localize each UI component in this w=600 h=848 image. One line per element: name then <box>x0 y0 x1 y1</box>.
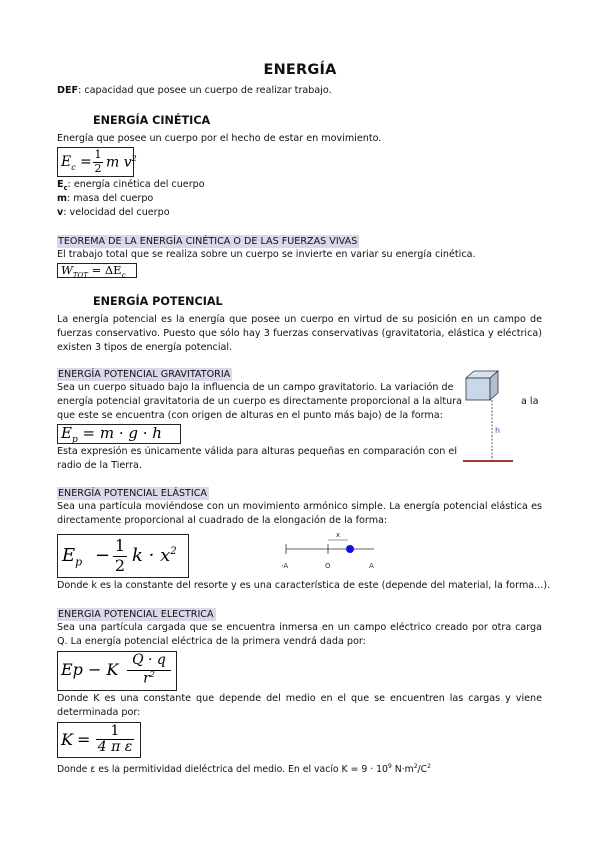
x-label: x <box>336 531 341 539</box>
theorem-formula: $W_{TOT} = \Delta E_c$ <box>57 263 137 278</box>
shm-axis-figure <box>280 530 390 574</box>
cube-front-face <box>466 378 490 400</box>
gravitational-line-1: Sea un cuerpo situado bajo la influencia de un campo gravitatorio. La variación de <box>57 382 454 393</box>
elastic-formula: $E_p$ − 1 2 $k \cdot x^2$ <box>57 534 189 578</box>
kinetic-formula-rhs-sup: 2 <box>131 154 137 163</box>
kinetic-formula-den: 2 <box>94 162 102 175</box>
gravitational-heading: ENERGÍA POTENCIAL GRAVITATORIA <box>58 369 231 380</box>
electric-text: Sea una partícula cargada que se encuentra inmersa en un campo eléctrico creado por otra carga Q. La energía potencial eléctrica de la primera vendrá dada por: <box>57 622 542 647</box>
theorem-heading: TEOREMA DE LA ENERGÍA CINÉTICA O DE LAS FUERZAS VIVAS <box>58 236 358 247</box>
potential-text: La energía potencial es la energía que posee un cuerpo en virtud de su posición en un campo de fuerzas conservativo. Puesto que sólo hay 3 fuerzas conservativas (gravitatoria, elástica y eléctrica) existen 3 tipos de energía potencial. <box>57 314 542 353</box>
kinetic-formula-eq: = <box>80 154 92 170</box>
definition-text: : capacidad que posee un cuerpo de realizar trabajo. <box>78 85 332 96</box>
electric-heading: ENERGIA POTENCIAL ELECTRICA <box>58 609 214 620</box>
height-label: h <box>495 426 501 435</box>
gravity-figure <box>458 368 528 468</box>
gravitational-note: Esta expresión es únicamente válida para alturas pequeñas en comparación con el radio de la Tierra. <box>57 446 457 471</box>
electric-formula-fraction: Q · q $r^2$ <box>127 652 171 690</box>
gravitational-line-3: que este se encuentra (con origen de alturas en el punto más bajo) de la forma: <box>57 410 443 421</box>
kinetic-formula-fraction <box>93 148 103 176</box>
gravitational-line-2-end: a la <box>521 396 539 407</box>
kinetic-formula <box>57 147 137 177</box>
kinetic-formula-num: 1 <box>94 148 102 161</box>
page-title: ENERGÍA <box>263 62 337 78</box>
kinetic-formula-rhs: m v <box>106 154 132 171</box>
electric-final: Donde ε es la permitividad dieléctrica del medio. En el vacío $K = 9 \cdot 10^9$ $N\cdot m^2/C^2$ <box>57 763 431 776</box>
electric-note: Donde K es una constante que depende del medio en el que se encuentren las cargas y viene determinada por: <box>57 693 542 718</box>
elastic-formula-fraction: 1 2 <box>114 536 126 575</box>
kinetic-legend-item: $E_c$: energía cinética del cuerpo <box>57 179 205 192</box>
k-formula-fraction: 1 4 π ε <box>97 723 133 755</box>
k-formula: K = 1 4 π ε <box>57 722 141 758</box>
elastic-text: Sea una partícula moviéndose con un movimiento armónico simple. La energía potencial elástica es directamente proporcional al cuadrado de la elongación de la forma: <box>57 501 542 526</box>
kinetic-text: Energía que posee un cuerpo por el hecho de estar en movimiento. <box>57 133 382 144</box>
label-origin: O <box>325 562 331 570</box>
elastic-note: Donde k es la constante del resorte y es una característica de este (depende del material, la forma...). <box>57 580 551 591</box>
potential-heading: ENERGÍA POTENCIAL <box>93 295 223 308</box>
electric-formula: Ep − K Q · q $r^2$ <box>57 651 177 691</box>
label-a: A <box>369 562 374 570</box>
particle-dot <box>346 545 354 553</box>
kinetic-heading: ENERGÍA CINÉTICA <box>93 114 211 127</box>
gravitational-formula: $E_p = m \cdot g \cdot h$ <box>57 424 181 444</box>
kinetic-formula-lhs-sub: c <box>71 162 76 172</box>
elastic-heading: ENERGÍA POTENCIAL ELÁSTICA <box>58 488 207 499</box>
gravitational-line-2: energía potencial gravitatoria de un cuerpo es directamente proporcional a la altura <box>57 396 463 407</box>
kinetic-formula-lhs: E <box>61 154 72 170</box>
definition-label: DEF <box>57 85 79 96</box>
theorem-text: El trabajo total que se realiza sobre un cuerpo se invierte en variar su energía cinética. <box>57 249 476 260</box>
kinetic-legend-item: v: velocidad del cuerpo <box>57 207 170 218</box>
definition <box>57 84 332 98</box>
label-minus-a: -A <box>281 562 289 570</box>
kinetic-legend-item: m: masa del cuerpo <box>57 193 154 204</box>
